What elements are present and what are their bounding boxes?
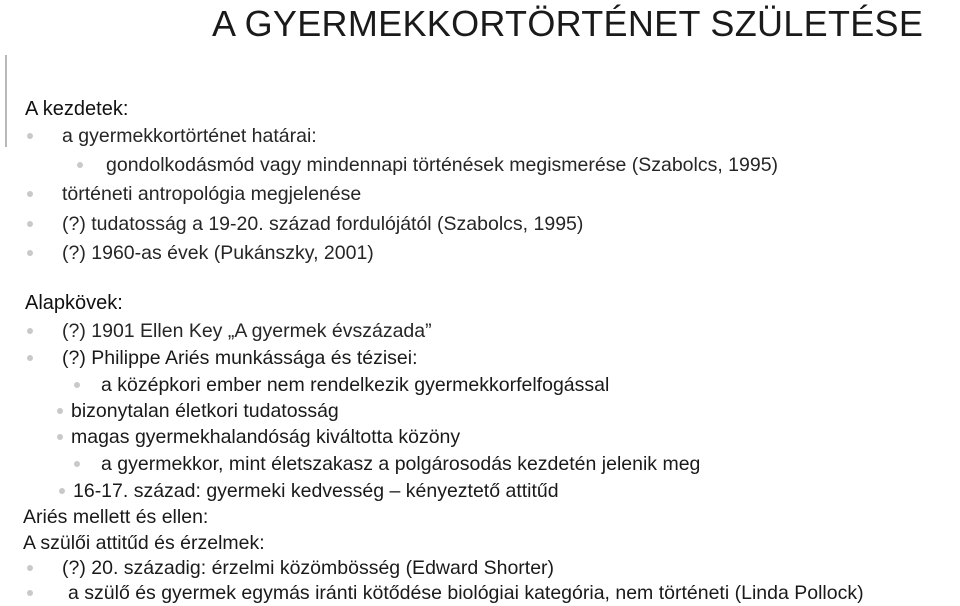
- line-text: A kezdetek:: [25, 98, 129, 120]
- line-text: magas gyermekhalandóság kiváltotta közöny: [71, 426, 461, 448]
- line-text: (?) Philippe Ariés munkássága és tézisei:: [62, 347, 418, 369]
- bullet-line: [62, 318, 432, 344]
- plain-line: [23, 504, 208, 530]
- bullet-line: [62, 123, 317, 149]
- bullet-line: [62, 555, 554, 581]
- bullet-dot-icon: [27, 355, 33, 361]
- bullet-dot-icon: [27, 565, 33, 571]
- bullet-dot-icon: [57, 408, 63, 414]
- bullet-dot-icon: [27, 191, 33, 197]
- line-text: a középkori ember nem rendelkezik gyermekkorfelfogással: [101, 374, 610, 396]
- heading-alapkovek: [25, 290, 123, 316]
- line-text: bizonytalan életkori tudatosság: [71, 400, 339, 422]
- bullet-dot-icon: [77, 162, 83, 168]
- bullet-dot-icon: [27, 250, 33, 256]
- bullet-dot-icon: [74, 382, 80, 388]
- bullet-dot-icon: [74, 461, 80, 467]
- line-text: 16-17. század: gyermeki kedvesség – kényeztető attitűd: [73, 480, 559, 502]
- bullet-dot-icon: [27, 328, 33, 334]
- line-text: A szülői attitűd és érzelmek:: [23, 532, 265, 554]
- bullet-line: [106, 152, 778, 178]
- bullet-dot-icon: [27, 590, 33, 596]
- bullet-dot-icon: [27, 133, 33, 139]
- slide-title: A GYERMEKKORTÖRTÉNET SZÜLETÉSE: [212, 3, 924, 44]
- plain-line: [23, 530, 265, 556]
- bullet-line: [68, 580, 864, 606]
- bullet-dot-icon: [27, 221, 33, 227]
- bullet-line: [62, 181, 361, 207]
- line-text: a gyermekkortörténet határai:: [62, 125, 317, 147]
- line-text: a szülő és gyermek egymás iránti kötődése biológiai kategória, nem történeti (Linda Pollock): [68, 582, 864, 604]
- line-text: a gyermekkor, mint életszakasz a polgárosodás kezdetén jelenik meg: [101, 453, 701, 475]
- line-text: (?) tudatosság a 19-20. század fordulójától (Szabolcs, 1995): [62, 213, 584, 235]
- bullet-line: [62, 240, 374, 266]
- bullet-line: [71, 398, 339, 424]
- line-text: gondolkodásmód vagy mindennapi történések megismerése (Szabolcs, 1995): [106, 154, 779, 176]
- bullet-line: [101, 451, 700, 477]
- bullet-dot-icon: [57, 434, 63, 440]
- bullet-line: [71, 424, 460, 450]
- line-text: (?) 20. századig: érzelmi közömbösség (Edward Shorter): [62, 557, 555, 579]
- line-text: (?) 1960-as évek (Pukánszky, 2001): [62, 242, 374, 264]
- bullet-line: [62, 345, 418, 371]
- bullet-line: [73, 478, 559, 504]
- bullet-line: [62, 211, 583, 237]
- bullet-line: [101, 372, 609, 398]
- line-text: Alapkövek:: [25, 292, 123, 314]
- heading-kezdetek: [25, 96, 128, 122]
- line-text: (?) 1901 Ellen Key „A gyermek évszázada”: [62, 320, 432, 342]
- accent-line: [5, 55, 7, 147]
- bullet-dot-icon: [59, 488, 65, 494]
- line-text: Ariés mellett és ellen:: [23, 506, 209, 528]
- line-text: történeti antropológia megjelenése: [62, 183, 362, 205]
